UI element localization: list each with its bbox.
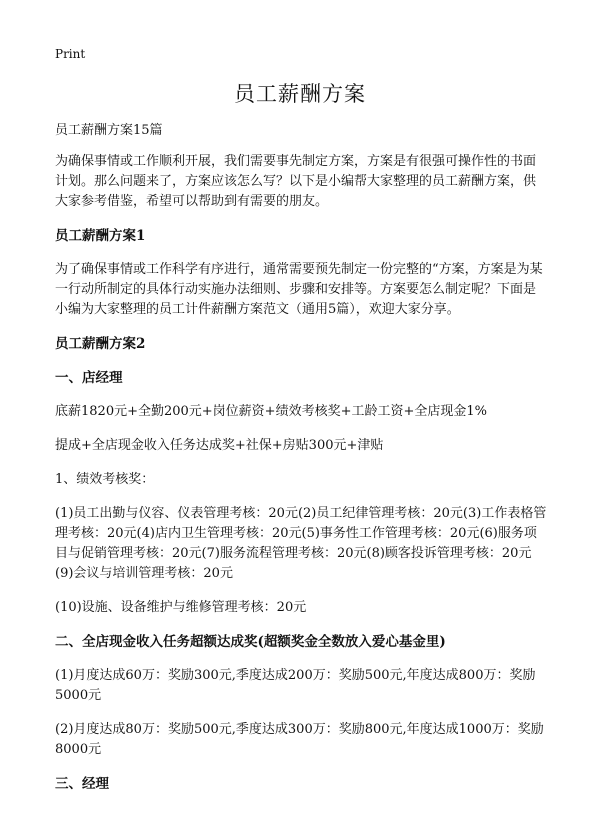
salary-line: 底薪1820元+全勤200元+岗位薪资+绩效考核奖+工龄工资+全店现金1% [55,404,487,419]
section2-heading: 员工薪酬方案2 [55,336,146,352]
section1-heading: 员工薪酬方案1 [55,228,146,244]
reward-line-2: (2)月度达成80万：奖励500元,季度达成300万：奖励800元,年度达成1000万：奖励8000元 [55,722,544,757]
reward-line-1: (1)月度达成60万：奖励300元,季度达成200万：奖励500元,年度达成800万：奖励5000元 [55,668,536,703]
section1-paragraph: 为了确保事情或工作科学有序进行，通常需要预先制定一份完整的“方案，方案是为某一行动所制定的具体行动实施办法细则、步骤和安排等。方案要怎么制定呢？下面是小编为大家整理的员工计件薪酬方案范文（通用5篇），欢迎大家分享。 [55,262,543,317]
performance-item-10: (10)设施、设备维护与维修管理考核：20元 [55,600,307,615]
performance-title: 1、绩效考核奖： [55,472,155,487]
print-label: Print [55,47,86,61]
document-subtitle: 员工薪酬方案15篇 [55,123,163,138]
document-title: 员工薪酬方案 [234,82,366,106]
part1-heading: 一、店经理 [55,370,123,386]
performance-items: (1)员工出勤与仪容、仪表管理考核：20元(2)员工纪律管理考核：20元(3)工作表格管理考核：20元(4)店内卫生管理考核：20元(5)事务性工作管理考核：20元(6)服务项目与促销管理考核：20元(7)服务流程管理考核：20元(8)顾客投诉管理考核：20元(9)会议与培训管理考核：20元 [55,506,547,581]
part3-heading: 三、经理 [55,776,109,792]
part2-heading: 二、全店现金收入任务超额达成奖(超额奖金全数放入爱心基金里) [55,634,446,650]
intro-paragraph: 为确保事情或工作顺利开展，我们需要事先制定方案，方案是有很强可操作性的书面计划。那么问题来了，方案应该怎么写？以下是小编帮大家整理的员工薪酬方案，供大家参考借鉴，希望可以帮助到有需要的朋友。 [55,154,537,209]
commission-line: 提成+全店现金收入任务达成奖+社保+房贴300元+津贴 [55,438,384,453]
document-body [55,121,547,808]
